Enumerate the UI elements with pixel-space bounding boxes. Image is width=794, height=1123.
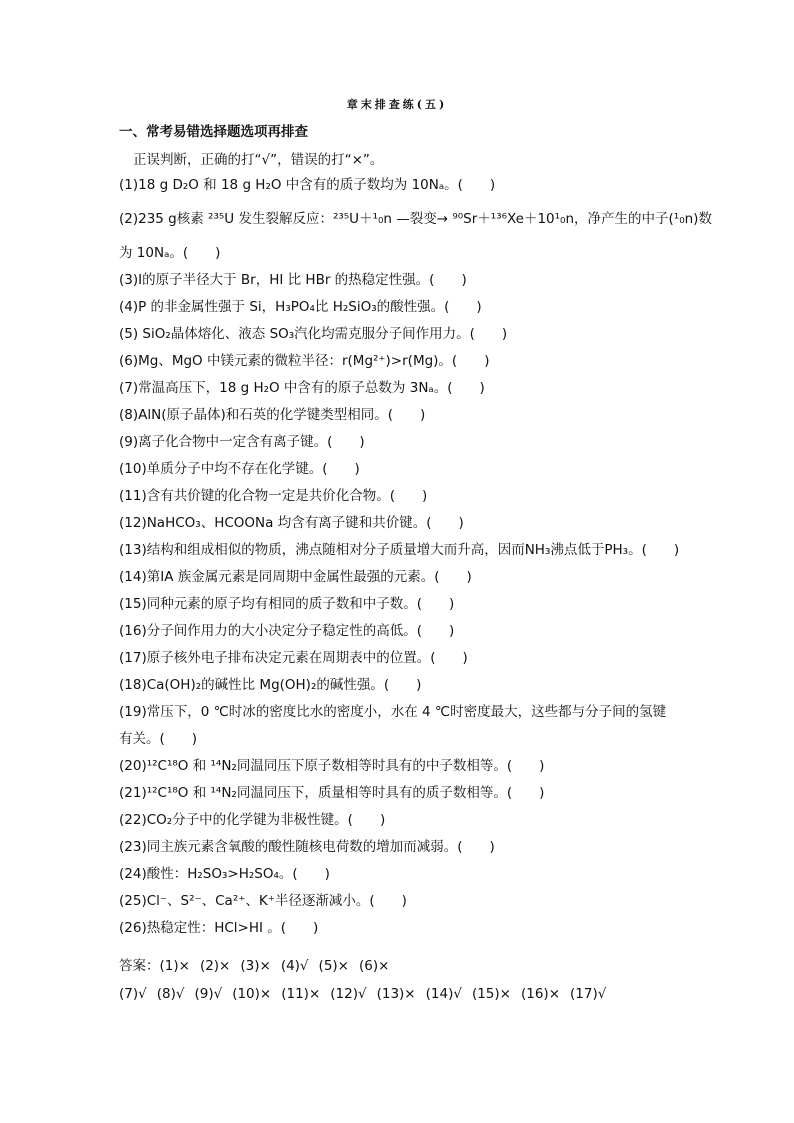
question-line: (24)酸性：H₂SO₃>H₂SO₄。( ) xyxy=(119,866,330,882)
answer-line-2 xyxy=(119,980,679,1008)
question-line: (21)¹²C¹⁸O 和 ¹⁴N₂同温同压下，质量相等时具有的质子数相等。( ) xyxy=(119,785,545,801)
answer-item: (8)√ xyxy=(156,986,185,1002)
question-line: (8)AlN(原子晶体)和石英的化学键类型相同。( ) xyxy=(119,407,426,423)
answer-item: (5)× xyxy=(318,958,349,974)
answer-item: (17)√ xyxy=(570,986,607,1002)
question-line: (16)分子间作用力的大小决定分子稳定性的高低。( ) xyxy=(119,623,455,639)
answer-section xyxy=(119,952,679,1008)
answer-item: (4)√ xyxy=(280,958,309,974)
section-title: 一、常考易错选择题选项再排查 xyxy=(119,124,308,140)
answer-item: (10)× xyxy=(232,986,272,1002)
answer-item: (11)× xyxy=(281,986,321,1002)
question-list xyxy=(119,172,712,942)
question-line: (19)常压下，0 ℃时冰的密度比水的密度小，水在 4 ℃时密度最大，这些都与分子间的氢键 xyxy=(119,704,667,720)
answer-label: 答案： xyxy=(119,958,160,974)
question-line: (9)离子化合物中一定含有离子键。( ) xyxy=(119,434,365,450)
question-line: (15)同种元素的原子均有相同的质子数和中子数。( ) xyxy=(119,596,455,612)
answer-item: (1)× xyxy=(159,958,190,974)
question-line: (25)Cl⁻、S²⁻、Ca²⁺、K⁺半径逐渐减小。( ) xyxy=(119,893,407,909)
question-line: (3)I的原子半径大于 Br，HI 比 HBr 的热稳定性强。( ) xyxy=(119,272,467,288)
answer-item: (14)√ xyxy=(425,986,462,1002)
question-line: (26)热稳定性：HCl>HI 。( ) xyxy=(119,920,319,936)
answer-item: (15)× xyxy=(471,986,511,1002)
question-line: (4)P 的非金属性强于 Si，H₃PO₄比 H₂SiO₃的酸性强。( ) xyxy=(119,299,482,315)
answer-item: (3)× xyxy=(240,958,271,974)
answer-item: (7)√ xyxy=(119,986,147,1002)
page-title: 章末排查练(五) xyxy=(346,98,448,111)
instructions: 正误判断，正确的打“√”，错误的打“×”。 xyxy=(133,152,384,168)
answer-line-1 xyxy=(119,952,679,980)
answer-item: (9)√ xyxy=(194,986,223,1002)
question-line: (14)第ⅠA 族金属元素是同周期中金属性最强的元素。( ) xyxy=(119,569,472,585)
question-line: (20)¹²C¹⁸O 和 ¹⁴N₂同温同压下原子数相等时具有的中子数相等。( ) xyxy=(119,758,545,774)
question-line: (5) SiO₂晶体熔化、液态 SO₃汽化均需克服分子间作用力。( ) xyxy=(119,326,508,342)
question-line: (2)235 g核素 ²³⁵U 发生裂解反应：²³⁵U＋¹₀n —裂变→ ⁹⁰Sr＋¹³⁶Xe＋10¹₀n，净产生的中子(¹₀n)数 xyxy=(119,211,712,227)
question-line: (17)原子核外电子排布决定元素在周期表中的位置。( ) xyxy=(119,650,468,666)
question-line: 为 10Nₐ。( ) xyxy=(119,245,221,261)
question-line: (23)同主族元素含氧酸的酸性随核电荷数的增加而减弱。( ) xyxy=(119,839,495,855)
answer-item: (16)× xyxy=(520,986,561,1002)
question-line: (18)Ca(OH)₂的碱性比 Mg(OH)₂的碱性强。( ) xyxy=(119,677,422,693)
question-line: (1)18 g D₂O 和 18 g H₂O 中含有的质子数均为 10Nₐ。( ) xyxy=(119,177,496,193)
answer-item: (13)× xyxy=(376,986,416,1002)
question-line: (11)含有共价键的化合物一定是共价化合物。( ) xyxy=(119,488,428,504)
answer-item: (2)× xyxy=(199,958,231,974)
answer-item: (12)√ xyxy=(330,986,367,1002)
question-line: (6)Mg、MgO 中镁元素的微粒半径：r(Mg²⁺)>r(Mg)。( ) xyxy=(119,353,490,369)
question-line: (13)结构和组成相似的物质，沸点随相对分子质量增大而升高，因而NH₃沸点低于PH₃。( ) xyxy=(119,542,680,558)
question-line: (7)常温高压下，18 g H₂O 中含有的原子总数为 3Nₐ。( ) xyxy=(119,380,485,396)
question-line: (22)CO₂分子中的化学键为非极性键。( ) xyxy=(119,812,386,828)
answer-item: (6)× xyxy=(358,958,390,974)
question-line: (10)单质分子中均不存在化学键。( ) xyxy=(119,461,360,477)
question-line: 有关。( ) xyxy=(119,731,198,747)
question-line: (12)NaHCO₃、HCOONa 均含有离子键和共价键。( ) xyxy=(119,515,464,531)
